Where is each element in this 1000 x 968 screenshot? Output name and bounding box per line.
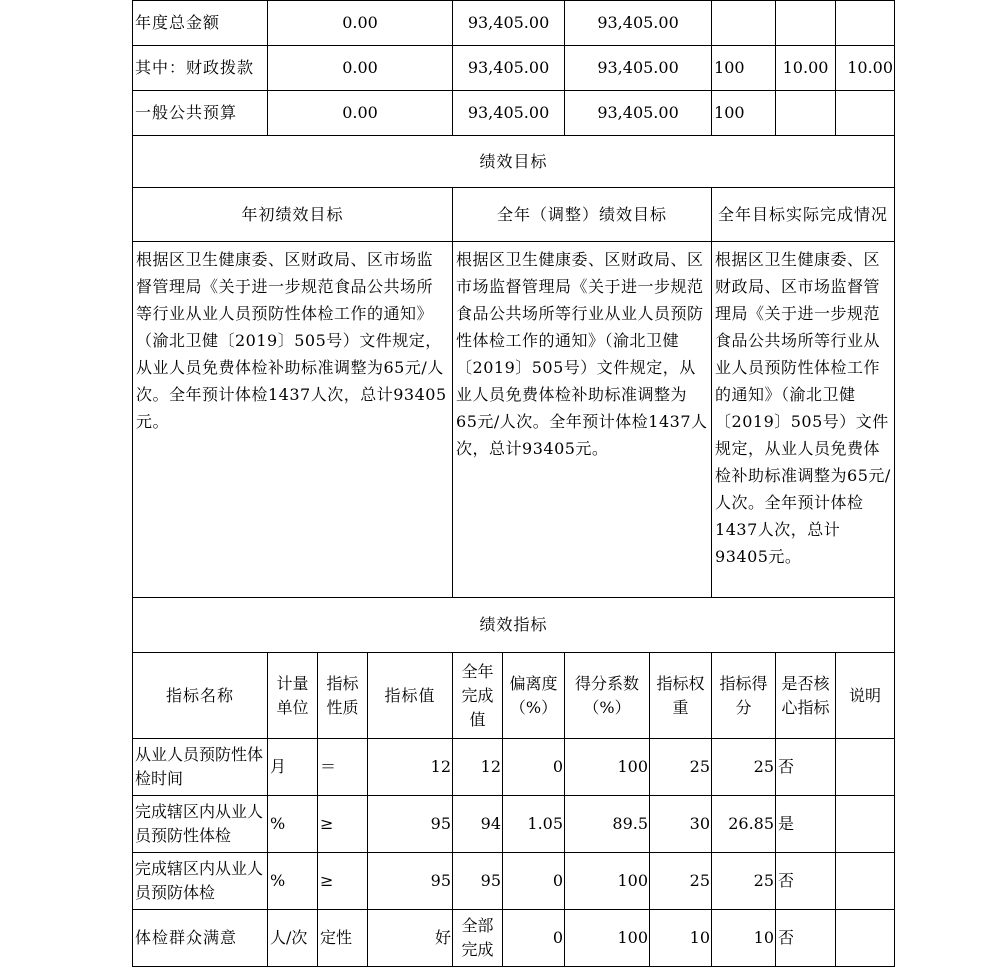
indicator-note (836, 739, 895, 796)
budget-value: 100 (712, 91, 776, 136)
table-row (133, 853, 895, 910)
indicator-coefficient: 100 (565, 739, 650, 796)
budget-value: 93,405.00 (453, 91, 565, 136)
table-row (133, 910, 895, 967)
budget-value: 10.00 (776, 46, 836, 91)
indicator-target: 12 (368, 739, 453, 796)
budget-value (836, 1, 895, 46)
goals-header-actual: 全年目标实际完成情况 (712, 188, 895, 242)
indicator-note (836, 796, 895, 853)
indicator-score: 25 (712, 739, 776, 796)
budget-value: 100 (712, 46, 776, 91)
indicator-actual: 94 (453, 796, 503, 853)
table-row (133, 739, 895, 796)
performance-table (132, 0, 895, 967)
budget-label: 一般公共预算 (133, 91, 268, 136)
budget-label: 年度总金额 (133, 1, 268, 46)
indicator-weight: 25 (650, 853, 712, 910)
indicator-actual: 95 (453, 853, 503, 910)
goal-text-adjusted: 根据区卫生健康委、区财政局、区市场监督管理局《关于进一步规范食品公共场所等行业从业人员预防性体检工作的通知》（渝北卫健〔2019〕505号）文件规定，从业人员免费体检补助标准调整为65元/人次。全年预计体检1437人次，总计93405元。 (453, 242, 712, 598)
header-unit: 计量单位 (268, 653, 318, 739)
indicator-actual: 全部完成 (453, 910, 503, 967)
budget-value: 93,405.00 (453, 46, 565, 91)
indicator-nature: 定性 (318, 910, 368, 967)
goals-header-initial: 年初绩效目标 (133, 188, 453, 242)
budget-row (133, 1, 895, 46)
header-target: 指标值 (368, 653, 453, 739)
indicator-weight: 25 (650, 739, 712, 796)
goal-text-actual: 根据区卫生健康委、区财政局、区市场监督管理局《关于进一步规范食品公共场所等行业从业人员预防性体检工作的通知》（渝北卫健〔2019〕505号）文件规定，从业人员免费体检补助标准调整为65元/人次。全年预计体检1437人次，总计93405元。 (712, 242, 895, 598)
indicator-note (836, 853, 895, 910)
budget-value (776, 1, 836, 46)
budget-row (133, 46, 895, 91)
indicator-note (836, 910, 895, 967)
indicator-score: 26.85 (712, 796, 776, 853)
indicator-nature: ＝ (318, 739, 368, 796)
indicator-weight: 30 (650, 796, 712, 853)
indicator-name: 体检群众满意 (133, 910, 268, 967)
indicator-unit: % (268, 853, 318, 910)
indicator-deviation: 0 (503, 853, 565, 910)
indicator-core: 否 (776, 739, 836, 796)
goals-section-title: 绩效目标 (133, 136, 895, 188)
header-core: 是否核心指标 (776, 653, 836, 739)
indicator-score: 25 (712, 853, 776, 910)
indicator-name: 从业人员预防性体检时间 (133, 739, 268, 796)
indicator-target: 95 (368, 796, 453, 853)
indicator-weight: 10 (650, 910, 712, 967)
indicator-name: 完成辖区内从业人员预防体检 (133, 853, 268, 910)
header-nature: 指标性质 (318, 653, 368, 739)
indicator-name: 完成辖区内从业人员预防性体检 (133, 796, 268, 853)
header-weight: 指标权重 (650, 653, 712, 739)
indicator-unit: 人/次 (268, 910, 318, 967)
header-score-coefficient: 得分系数（%） (565, 653, 650, 739)
indicator-coefficient: 100 (565, 853, 650, 910)
indicator-core: 是 (776, 796, 836, 853)
budget-value: 10.00 (836, 46, 895, 91)
indicator-core: 否 (776, 910, 836, 967)
indicator-coefficient: 89.5 (565, 796, 650, 853)
budget-value (712, 1, 776, 46)
indicator-actual: 12 (453, 739, 503, 796)
budget-row (133, 91, 895, 136)
table-row (133, 796, 895, 853)
indicator-nature: ≥ (318, 796, 368, 853)
header-indicator-name: 指标名称 (133, 653, 268, 739)
header-deviation: 偏离度（%） (503, 653, 565, 739)
budget-value: 93,405.00 (565, 91, 712, 136)
goals-header-adjusted: 全年（调整）绩效目标 (453, 188, 712, 242)
indicator-deviation: 0 (503, 739, 565, 796)
indicator-unit: 月 (268, 739, 318, 796)
indicator-core: 否 (776, 853, 836, 910)
indicator-score: 10 (712, 910, 776, 967)
budget-value: 0.00 (268, 91, 453, 136)
budget-value: 93,405.00 (453, 1, 565, 46)
performance-report (132, 0, 894, 967)
goal-text-initial: 根据区卫生健康委、区财政局、区市场监督管理局《关于进一步规范食品公共场所等行业从业人员预防性体检工作的通知》（渝北卫健〔2019〕505号）文件规定，从业人员免费体检补助标准调整为65元/人次。全年预计体检1437人次，总计93405元。 (133, 242, 453, 598)
indicators-section-title: 绩效指标 (133, 598, 895, 653)
indicator-target: 好 (368, 910, 453, 967)
header-score: 指标得分 (712, 653, 776, 739)
budget-value (776, 91, 836, 136)
budget-value: 0.00 (268, 46, 453, 91)
header-note: 说明 (836, 653, 895, 739)
budget-label: 其中：财政拨款 (133, 46, 268, 91)
indicator-deviation: 1.05 (503, 796, 565, 853)
indicator-unit: % (268, 796, 318, 853)
budget-value: 0.00 (268, 1, 453, 46)
indicator-deviation: 0 (503, 910, 565, 967)
header-actual: 全年完成值 (453, 653, 503, 739)
budget-value: 93,405.00 (565, 1, 712, 46)
budget-value: 93,405.00 (565, 46, 712, 91)
indicator-nature: ≥ (318, 853, 368, 910)
indicator-target: 95 (368, 853, 453, 910)
indicator-coefficient: 100 (565, 910, 650, 967)
budget-value (836, 91, 895, 136)
